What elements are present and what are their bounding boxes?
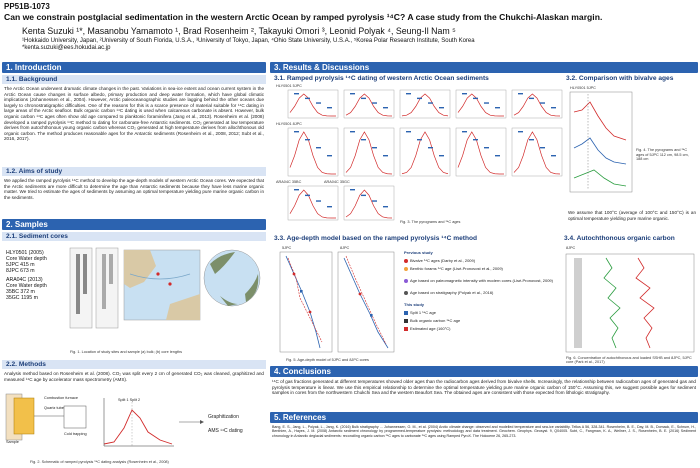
poster-id: PP51B-1073: [4, 2, 50, 11]
background-text: The Arctic Ocean underwent dramatic climate changes in the past. Variations in sea-ice extent and ocean current system in the Arctic Ocean cause changes in surface albedo, primary production and deep water formation, which have global climatic implications (Johannessen et al., 2004). However, Arctic paleoceanographic studies are lagging behind the other oceans due largely to chronostratigraphic difficulties. One of the reasons for this is a scarce presence of material suitable for ¹⁴C dating in large areas of the Arctic seafloor. Bulk organic carbon ¹⁴C dating is used when calcareous carbonate is absent. However, bulk organic carbon ¹⁴C ages often show old age compared to planktonic foraminifera (Jang et al., 2013). Rosenheim et al. (2008) developed a ramped pyrolysis ¹⁴C method to dating for carbonate-free Antarctic sediments. CO₂ generated at low temperature derives from autochthonous young organic carbon whereas CO₂ generated at high temperature derives from allochthonous old organic carbon. The method produces reasonable ages for the Antarctic sediments (Rosenheim et al., 2008, 2012; Subt et al., 2016, 2017).: [4, 86, 264, 142]
pyrogram-panel: [344, 128, 394, 176]
age-step-bar: [406, 131, 411, 132]
subsection-31: 3.1. Ramped pyrolysis ¹⁴C dating of western Arctic Ocean sediments: [274, 75, 489, 82]
legend-item: [404, 266, 503, 271]
age-step-bar: [518, 93, 523, 94]
age-step-bar: [495, 155, 500, 156]
pyrogram-panel: [344, 186, 394, 220]
poster-title: Can we constrain postglacial sedimentation in the western Arctic Ocean by ramped pyrolysis ¹⁴C? A case study from the Chukchi-Alaskan margin.: [4, 12, 603, 22]
split1-point: [370, 314, 373, 317]
age-step-bar: [540, 147, 545, 148]
subsection-32: 3.2. Comparison with bivalve ages: [566, 75, 674, 82]
age-step-bar: [305, 195, 310, 196]
age-depth-model: [280, 252, 396, 352]
legend-item: [404, 278, 553, 283]
label-graphitization: Graphitization: [208, 414, 239, 420]
section-conclusions: 4. Conclusions: [270, 366, 698, 377]
ara-title: ARA04C (2013): [6, 277, 43, 283]
label-ams: AMS ¹⁴C dating: [208, 428, 243, 434]
age-step-bar: [294, 189, 299, 190]
subsection-background: 1.1. Background: [2, 75, 266, 84]
age-step-bar: [361, 98, 366, 99]
section-samples: 2. Samples: [2, 219, 266, 230]
email: *kenta.suzuki@ees.hokudai.ac.jp: [22, 45, 111, 52]
ara-row: 35BC 372 m: [6, 289, 35, 295]
age-step-bar: [350, 131, 355, 132]
pyrogram-panel: [400, 128, 450, 176]
age-step-bar: [350, 189, 355, 190]
age-step-bar: [473, 139, 478, 140]
age-step-bar: [383, 107, 388, 108]
age-step-bar: [462, 93, 467, 94]
bivalve-comparison-plot: [570, 92, 632, 192]
legend-title: Previous study: [404, 250, 433, 255]
age-step-bar: [439, 155, 444, 156]
map-b-frame: [96, 248, 118, 328]
panel-label-32: HLY0501 5JPC: [570, 86, 596, 90]
pyrogram-curve: [104, 410, 172, 444]
age-step-bar: [406, 93, 411, 94]
label-furnace: Combustion furnace: [44, 396, 78, 400]
legend-text: Age based on paleomagnetic intensity with modern cores (Lisé-Pronovost, 2009): [410, 278, 553, 283]
plot-frame: [566, 254, 694, 352]
furnace-box: [14, 398, 34, 434]
core-site-marker: [168, 282, 171, 285]
age-step-bar: [294, 131, 299, 132]
map-a-frame: [70, 248, 92, 328]
pyrogram-grid: [274, 84, 560, 232]
conclusions-text: ¹⁴C of gas fractions generated at different temperatures showed older ages than the radiocarbon ages derived from bivalve shells. Increasingly, the relationship between radiocarbon ages of generated gas and pyrolysis temperature is linear. We use this empirical relationship to determine the optimal temperature yielding pure marine organic carbon of 150°C. Assuming this, we suggest possible ages for sediment samples in cores from the northwestern Chukchi Sea and the western Beaufort Sea. The obtained ages are consistent with those expected from lithologic stratigraphy.: [272, 379, 696, 396]
label-split: Split 1 Split 2: [118, 398, 141, 402]
aims-text: We applied the ramped pyrolysis ¹⁴C method to develop the age-depth models of western Arctic Ocean cores. We expected that the Arctic sediments are more difficult to determine the age than Antarctic sediments because they have less marine organic matter. We tried to estimate the ages of sediments by assuming an optimal temperature yielding pure marine organic carbon in the sediments.: [4, 178, 264, 200]
age-step-bar: [383, 206, 388, 207]
age-step-bar: [439, 107, 444, 108]
fig2-caption: Fig. 2. Schematic of ramped pyrolysis ¹⁴C dating analysis (Rosenheim et al., 2008): [30, 460, 169, 464]
legend-subtitle: This study: [404, 302, 425, 307]
age-step-bar: [540, 102, 545, 103]
legend-text: Estimated age (160°C): [410, 326, 451, 331]
bivalve-point: [359, 293, 362, 296]
affiliations: [22, 38, 692, 53]
plot-frame: [338, 252, 394, 352]
age-step-bar: [428, 102, 433, 103]
age-step-bar: [518, 131, 523, 132]
age-step-bar: [361, 139, 366, 140]
split1-point: [300, 290, 303, 293]
map-a-bar: [76, 254, 80, 314]
fig4-caption: Fig. 4. The pyrograms and ¹⁴C ages of 5JPC 112 cm, 98.5 cm, 188 cm: [636, 148, 689, 162]
label-cryo: Cold trapping: [64, 432, 87, 436]
legend-item: [404, 326, 451, 331]
legend-text: Split 1 ¹⁴C age: [410, 310, 436, 315]
age-step-bar: [316, 102, 321, 103]
map-a-bar: [83, 254, 87, 294]
legend-item: [404, 310, 436, 315]
age-step-bar: [529, 98, 534, 99]
trap-box: [64, 406, 86, 428]
study-area-map: [70, 244, 266, 344]
age-step-bar: [327, 107, 332, 108]
label-tube: Quartz tube: [44, 406, 64, 410]
age-step-bar: [327, 206, 332, 207]
autochthonous-plot: [566, 254, 694, 352]
legend-text: Bulk organic carbon ¹⁴C age: [410, 318, 461, 323]
ara-row: 35GC 1195 m: [6, 295, 38, 301]
age-step-bar: [327, 155, 332, 156]
hly-header: Core Water depth: [6, 256, 47, 262]
age-step-bar: [495, 107, 500, 108]
panel-label-35gc: ARA04C 35GC: [324, 180, 350, 184]
legend-item: [404, 318, 460, 323]
legend-text: Age based on stratigraphy (Polyak et al., 2016): [410, 290, 494, 295]
hly-row: 5JPC 415 m: [6, 262, 35, 268]
age-step-bar: [417, 139, 422, 140]
label-sample: Sample: [6, 440, 19, 444]
age-step-bar: [372, 147, 377, 148]
plot-frame: [570, 92, 632, 192]
methods-text: Analysis method based on Rosenheim et al. (2008). CO₂ was split every 2 cm of generated CO₂ was cleaned, graphitized and measured ¹⁴C age by accelerator mass spectrometry (AMS).: [4, 371, 264, 382]
ara-header: Core Water depth: [6, 283, 47, 289]
map-b-bar: [109, 254, 113, 284]
arrow-head: [200, 420, 204, 424]
section-introduction: 1. Introduction: [2, 62, 266, 73]
pyrogram-panel: [512, 128, 562, 176]
age-step-bar: [294, 93, 299, 94]
age-step-bar: [551, 155, 556, 156]
panel-label-8jpc: HLY0501 8JPC: [276, 122, 302, 126]
core-site-marker: [156, 272, 159, 275]
fig5-caption: Fig. 5. Age-depth model of 5JPC and 8JPC cores: [286, 358, 369, 362]
age-step-bar: [551, 107, 556, 108]
age-step-bar: [529, 139, 534, 140]
fig6-caption: Fig. 6. Concentration of autochthonous and loaded SSHB and 8JPC, 5JPC core (Park et al., 2017): [566, 356, 692, 365]
hly-row: 8JPC 673 m: [6, 268, 35, 274]
panel-label-34: 8JPC: [566, 246, 576, 250]
legend-text: Bivalve ¹⁴C ages (Darby et al., 2009): [410, 258, 476, 263]
panel-label-35bc: ARA04C 35BC: [276, 180, 302, 184]
subsection-cores: 2.1. Sediment cores: [2, 232, 266, 241]
map-b-bar: [102, 254, 106, 309]
section-references: 5. References: [270, 412, 698, 423]
age-step-bar: [361, 195, 366, 196]
core-column: [574, 258, 582, 348]
bivalve-point: [309, 311, 312, 314]
age-step-bar: [484, 102, 489, 103]
age-step-bar: [473, 98, 478, 99]
panel-label-33-8jpc: 8JPC: [340, 246, 350, 250]
r32-note: We assume that 100°C (average of 100°C and 150°C) is an optimal temperature yielding pure marine organic.: [568, 210, 696, 221]
fig1-caption: Fig. 1. Location of study sites and sample (a) bulk; (b) core lengths: [70, 350, 183, 354]
legend-item: [404, 290, 493, 295]
age-step-bar: [383, 155, 388, 156]
age-step-bar: [372, 102, 377, 103]
age-step-bar: [316, 200, 321, 201]
age-step-bar: [350, 93, 355, 94]
panel-label-33-5jpc: 5JPC: [282, 246, 292, 250]
core-table: [6, 250, 66, 301]
fig3-caption: Fig. 3. The pyrograms and ¹⁴C ages: [400, 220, 461, 224]
age-step-bar: [316, 147, 321, 148]
age-step-bar: [305, 139, 310, 140]
age-step-bar: [417, 98, 422, 99]
age-step-bar: [484, 147, 489, 148]
subsection-aims: 1.2. Aims of study: [2, 167, 266, 176]
age-step-bar: [462, 131, 467, 132]
bivalve-point: [293, 273, 296, 276]
references-text: Bang, E. S., Jang, L., Polyak, L., Jang, K. (2016) Bulk stratigraphy ... Johannessen, O. M., et al. (2004) Arctic climate change: observed and modelled temperature and sea-ice variability. Tellus A 56, 328-341. Rosenheim, B. E., Day, M. B., Domack, E., Schrum, H., Benthien, A., Hayes, J. M. (2008) Antarctic sediment chronology by programmed-temperature pyrolysis: methodology and data treatment. Geochem. Geophys. Geosyst. 9, Q04005. Subt, C., Fangman, K. A., Wellner, J. S., Rosenheim, B. E. (2016) Sediment chronology in Antarctic deglacial sediments: reconciling organic carbon ¹⁴C ages to carbonate ¹⁴C ages using Ramped PyroX. The Holocene 26, 265-273.: [272, 425, 696, 438]
age-step-bar: [428, 147, 433, 148]
panel-label-5jpc: HLY0501 5JPC: [276, 84, 302, 88]
age-step-bar: [305, 98, 310, 99]
subsection-34: 3.4. Autochthonous organic carbon: [564, 235, 675, 242]
subsection-33: 3.3. Age-depth model based on the ramped pyrolysis ¹⁴C method: [274, 235, 478, 242]
authors: Kenta Suzuki ¹*, Masanobu Yamamoto ¹, Brad Rosenheim ², Takayuki Omori ³, Leonid Polyak ⁴, Seung-Il Nam ⁵: [22, 26, 456, 36]
affiliation-list: ¹Hokkaido University, Japan, ²University of South Florida, U.S.A., ³University of Tokyo, Japan, ⁴Ohio State University, U.S.A., ⁵Korea Polar Research Institute, South Korea: [22, 38, 475, 44]
age-step-bar: [372, 200, 377, 201]
hly-title: HLY0501 (2005): [6, 250, 44, 256]
section-results: 3. Results & Discussions: [270, 62, 698, 73]
subsection-methods: 2.2. Methods: [2, 360, 266, 369]
legend-item: [404, 258, 475, 263]
legend-text: Benthic forams ¹⁴C age (Lisé-Pronovost et al., 2009): [410, 266, 503, 271]
